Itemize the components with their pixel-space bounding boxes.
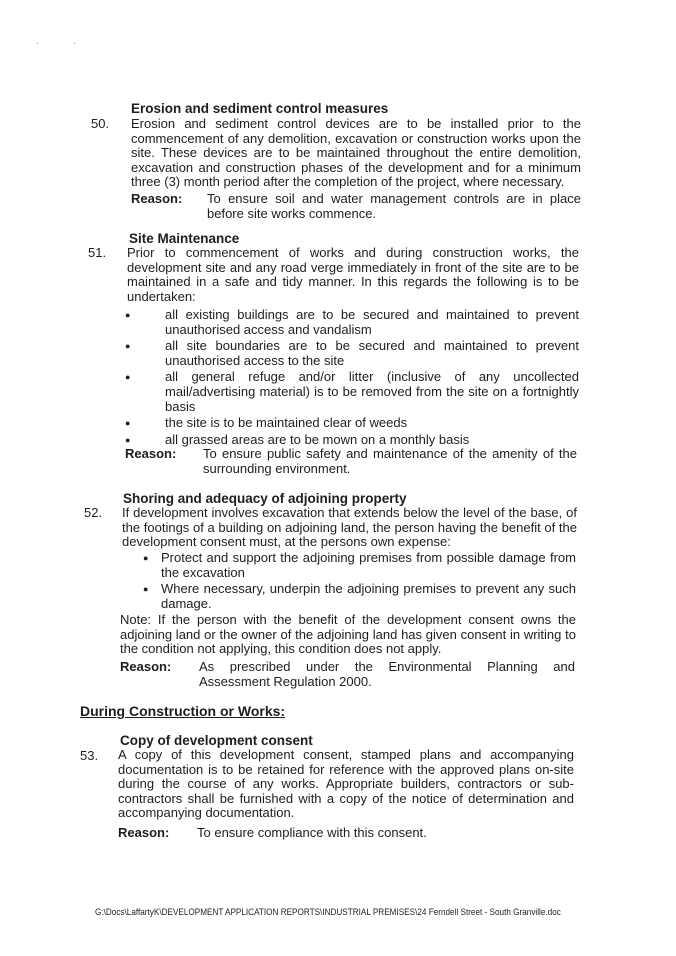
section-title: During Construction or Works:: [80, 703, 286, 719]
reason-text: To ensure compliance with this consent.: [197, 825, 427, 840]
reason-label: Reason:: [118, 825, 170, 840]
list-item: ● all existing buildings are to be secured and maintained to prevent unauthorised access and vandalism: [125, 307, 579, 337]
list-item: ● all general refuge and/or litter (inclusive of any uncollected mail/advertising material) is to be removed from the site on a fortnightly basis: [125, 369, 579, 414]
condition-body: If development involves excavation that extends below the level of the base, of the footings of a building on adjoining land, the person having the benefit of the development consent must, at the persons own expense:: [122, 505, 577, 550]
condition-number: 50.: [91, 116, 110, 131]
condition-heading: Copy of development consent: [120, 733, 313, 748]
condition-heading: Erosion and sediment control measures: [131, 101, 389, 116]
list-item: ● Where necessary, underpin the adjoining premises to prevent any such damage.: [143, 581, 576, 611]
footer-file-path: G:\Docs\LaffartyK\DEVELOPMENT APPLICATION REPORTS\INDUSTRIAL PREMISES\24 Ferndell Street - South Granville.doc: [95, 907, 561, 918]
condition-body: A copy of this development consent, stamped plans and accompanying documentation is to be retained for reference with the approved plans on-site during the course of any works. Appropriate builders, contractors or sub-contractors shall be furnished with a copy of the notice of determination and accompanying documentation.: [118, 747, 574, 821]
reason-text: As prescribed under the Environmental Planning and Assessment Regulation 2000.: [199, 659, 575, 689]
list-item: ● the site is to be maintained clear of weeds: [125, 415, 408, 431]
condition-number: 52.: [84, 505, 103, 520]
condition-heading: Shoring and adequacy of adjoining property: [123, 491, 407, 506]
condition-number: 51.: [88, 245, 107, 260]
list-item: ● all grassed areas are to be mown on a monthly basis: [125, 431, 470, 447]
condition-reason: [131, 192, 581, 221]
list-item: ● Protect and support the adjoining premises from possible damage from the excavation: [143, 550, 576, 580]
reason-label: Reason:: [125, 446, 177, 461]
condition-reason: [125, 447, 577, 476]
bullet-list: [125, 307, 579, 449]
condition-number: 53.: [80, 748, 99, 763]
reason-label: Reason:: [131, 191, 183, 206]
condition-note: Note: If the person with the benefit of the development consent owns the adjoining land or the owner of the adjoining land has given consent in writing to the condition not applying, this condition does not apply.: [120, 612, 576, 657]
condition-heading: Site Maintenance: [129, 231, 240, 246]
list-item: ● all site boundaries are to be secured and maintained to prevent unauthorised access to the site: [125, 338, 579, 368]
condition-reason: [118, 826, 574, 841]
condition-body: Erosion and sediment control devices are to be installed prior to the commencement of any demolition, excavation or construction works upon the site. These devices are to be maintained throughout the entire demolition, excavation and construction phases of the development and for a minimum three (3) month period after the completion of the project, where necessary.: [131, 116, 581, 190]
reason-text: To ensure soil and water management controls are in place before site works commence.: [207, 191, 581, 221]
reason-text: To ensure public safety and maintenance of the amenity of the surrounding environment.: [203, 446, 577, 476]
bullet-list: [143, 550, 576, 613]
reason-label: Reason:: [120, 659, 172, 674]
scan-marks: ··: [36, 38, 110, 48]
condition-body: Prior to commencement of works and during construction works, the development site and any road verge immediately in front of the site are to be maintained in a safe and tidy manner. In this regards the following is to be undertaken:: [127, 245, 579, 304]
condition-reason: [120, 660, 575, 689]
